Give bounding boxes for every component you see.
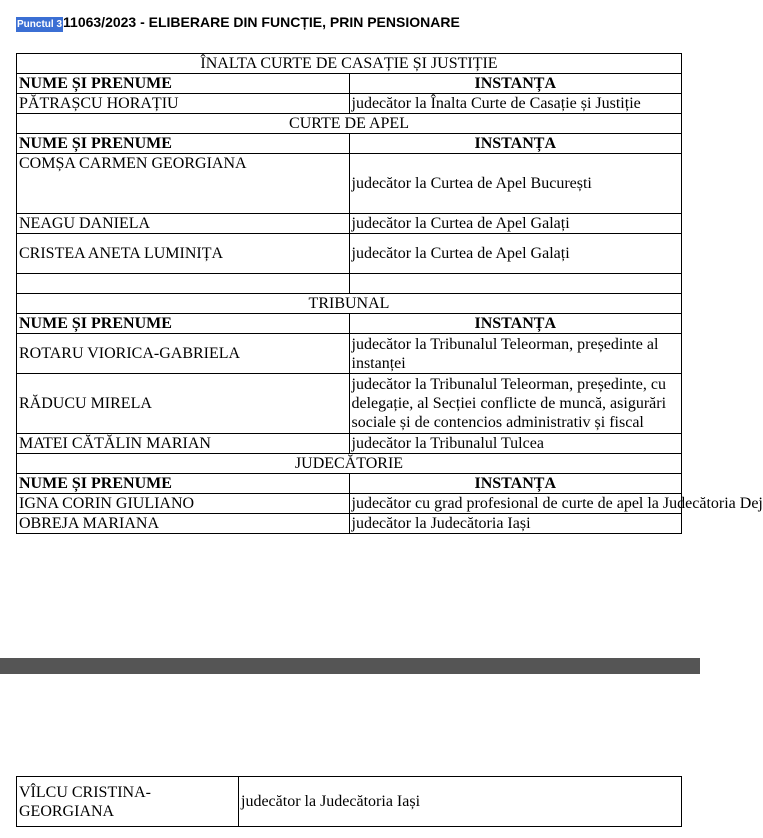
judge-court: judecător la Tribunalul Teleorman, președinte al instanței	[349, 334, 682, 374]
table-row	[17, 434, 682, 454]
page-break	[0, 658, 700, 674]
section-title: ÎNALTA CURTE DE CASAȚIE ȘI JUSTIȚIE	[17, 54, 682, 74]
table-row	[17, 214, 682, 234]
judge-name: NEAGU DANIELA	[17, 214, 350, 234]
table-row	[17, 334, 682, 374]
header-court: INSTANȚA	[349, 134, 682, 154]
header-court: INSTANȚA	[349, 74, 682, 94]
judge-court: judecător la Tribunalul Tulcea	[349, 434, 682, 454]
judge-name: RĂDUCU MIRELA	[17, 374, 350, 434]
judge-court: judecător la Înalta Curte de Casație și Justiție	[349, 94, 682, 114]
header-name: NUME ȘI PRENUME	[17, 134, 350, 154]
header-court: INSTANȚA	[349, 314, 682, 334]
judge-court: judecător la Judecătoria Iași	[239, 777, 682, 827]
judge-court: judecător la Curtea de Apel Galați	[349, 234, 682, 274]
judge-name: IGNA CORIN GIULIANO	[17, 494, 350, 514]
judge-name: MATEI CĂTĂLIN MARIAN	[17, 434, 350, 454]
judges-table	[16, 53, 763, 534]
highlighted-item-number: Punctul 3	[17, 19, 63, 30]
judge-name: VÎLCU CRISTINA-GEORGIANA	[17, 777, 239, 827]
judge-name: COMȘA CARMEN GEORGIANA	[17, 154, 350, 214]
section-title: CURTE DE APEL	[17, 114, 682, 134]
section-title: TRIBUNAL	[17, 294, 682, 314]
judge-name: PĂTRAȘCU HORAȚIU	[17, 94, 350, 114]
header-name: NUME ȘI PRENUME	[17, 474, 350, 494]
judge-name: CRISTEA ANETA LUMINIȚA	[17, 234, 350, 274]
judge-court: judecător la Judecătoria Iași	[349, 514, 682, 534]
table-row	[17, 494, 682, 514]
table-row	[17, 514, 682, 534]
heading-text: 11063/2023 - ELIBERARE DIN FUNCȚIE, PRIN PENSIONARE	[63, 14, 460, 30]
judge-name: ROTARU VIORICA-GABRIELA	[17, 334, 350, 374]
section-heading	[16, 11, 460, 33]
header-name: NUME ȘI PRENUME	[17, 74, 350, 94]
judge-court: judecător la Curtea de Apel Galați	[349, 214, 682, 234]
judge-court: judecător la Curtea de Apel București	[349, 154, 682, 214]
header-name: NUME ȘI PRENUME	[17, 314, 350, 334]
header-court: INSTANȚA	[349, 474, 682, 494]
table-row	[17, 154, 682, 214]
table-row	[17, 374, 682, 434]
table-row	[17, 777, 682, 827]
judge-name: OBREJA MARIANA	[17, 514, 350, 534]
judge-court: judecător la Tribunalul Teleorman, președinte, cu delegație, al Secției conflicte de muncă, asigurări sociale și de contencios administrativ și fiscal	[349, 374, 682, 434]
table-row	[17, 234, 682, 274]
section-title: JUDECĂTORIE	[17, 454, 682, 474]
judges-table-continued	[16, 776, 682, 827]
judge-court: judecător cu grad profesional de curte de apel la Judecătoria Dej	[349, 494, 682, 514]
empty-row	[17, 274, 682, 294]
table-row	[17, 94, 682, 114]
